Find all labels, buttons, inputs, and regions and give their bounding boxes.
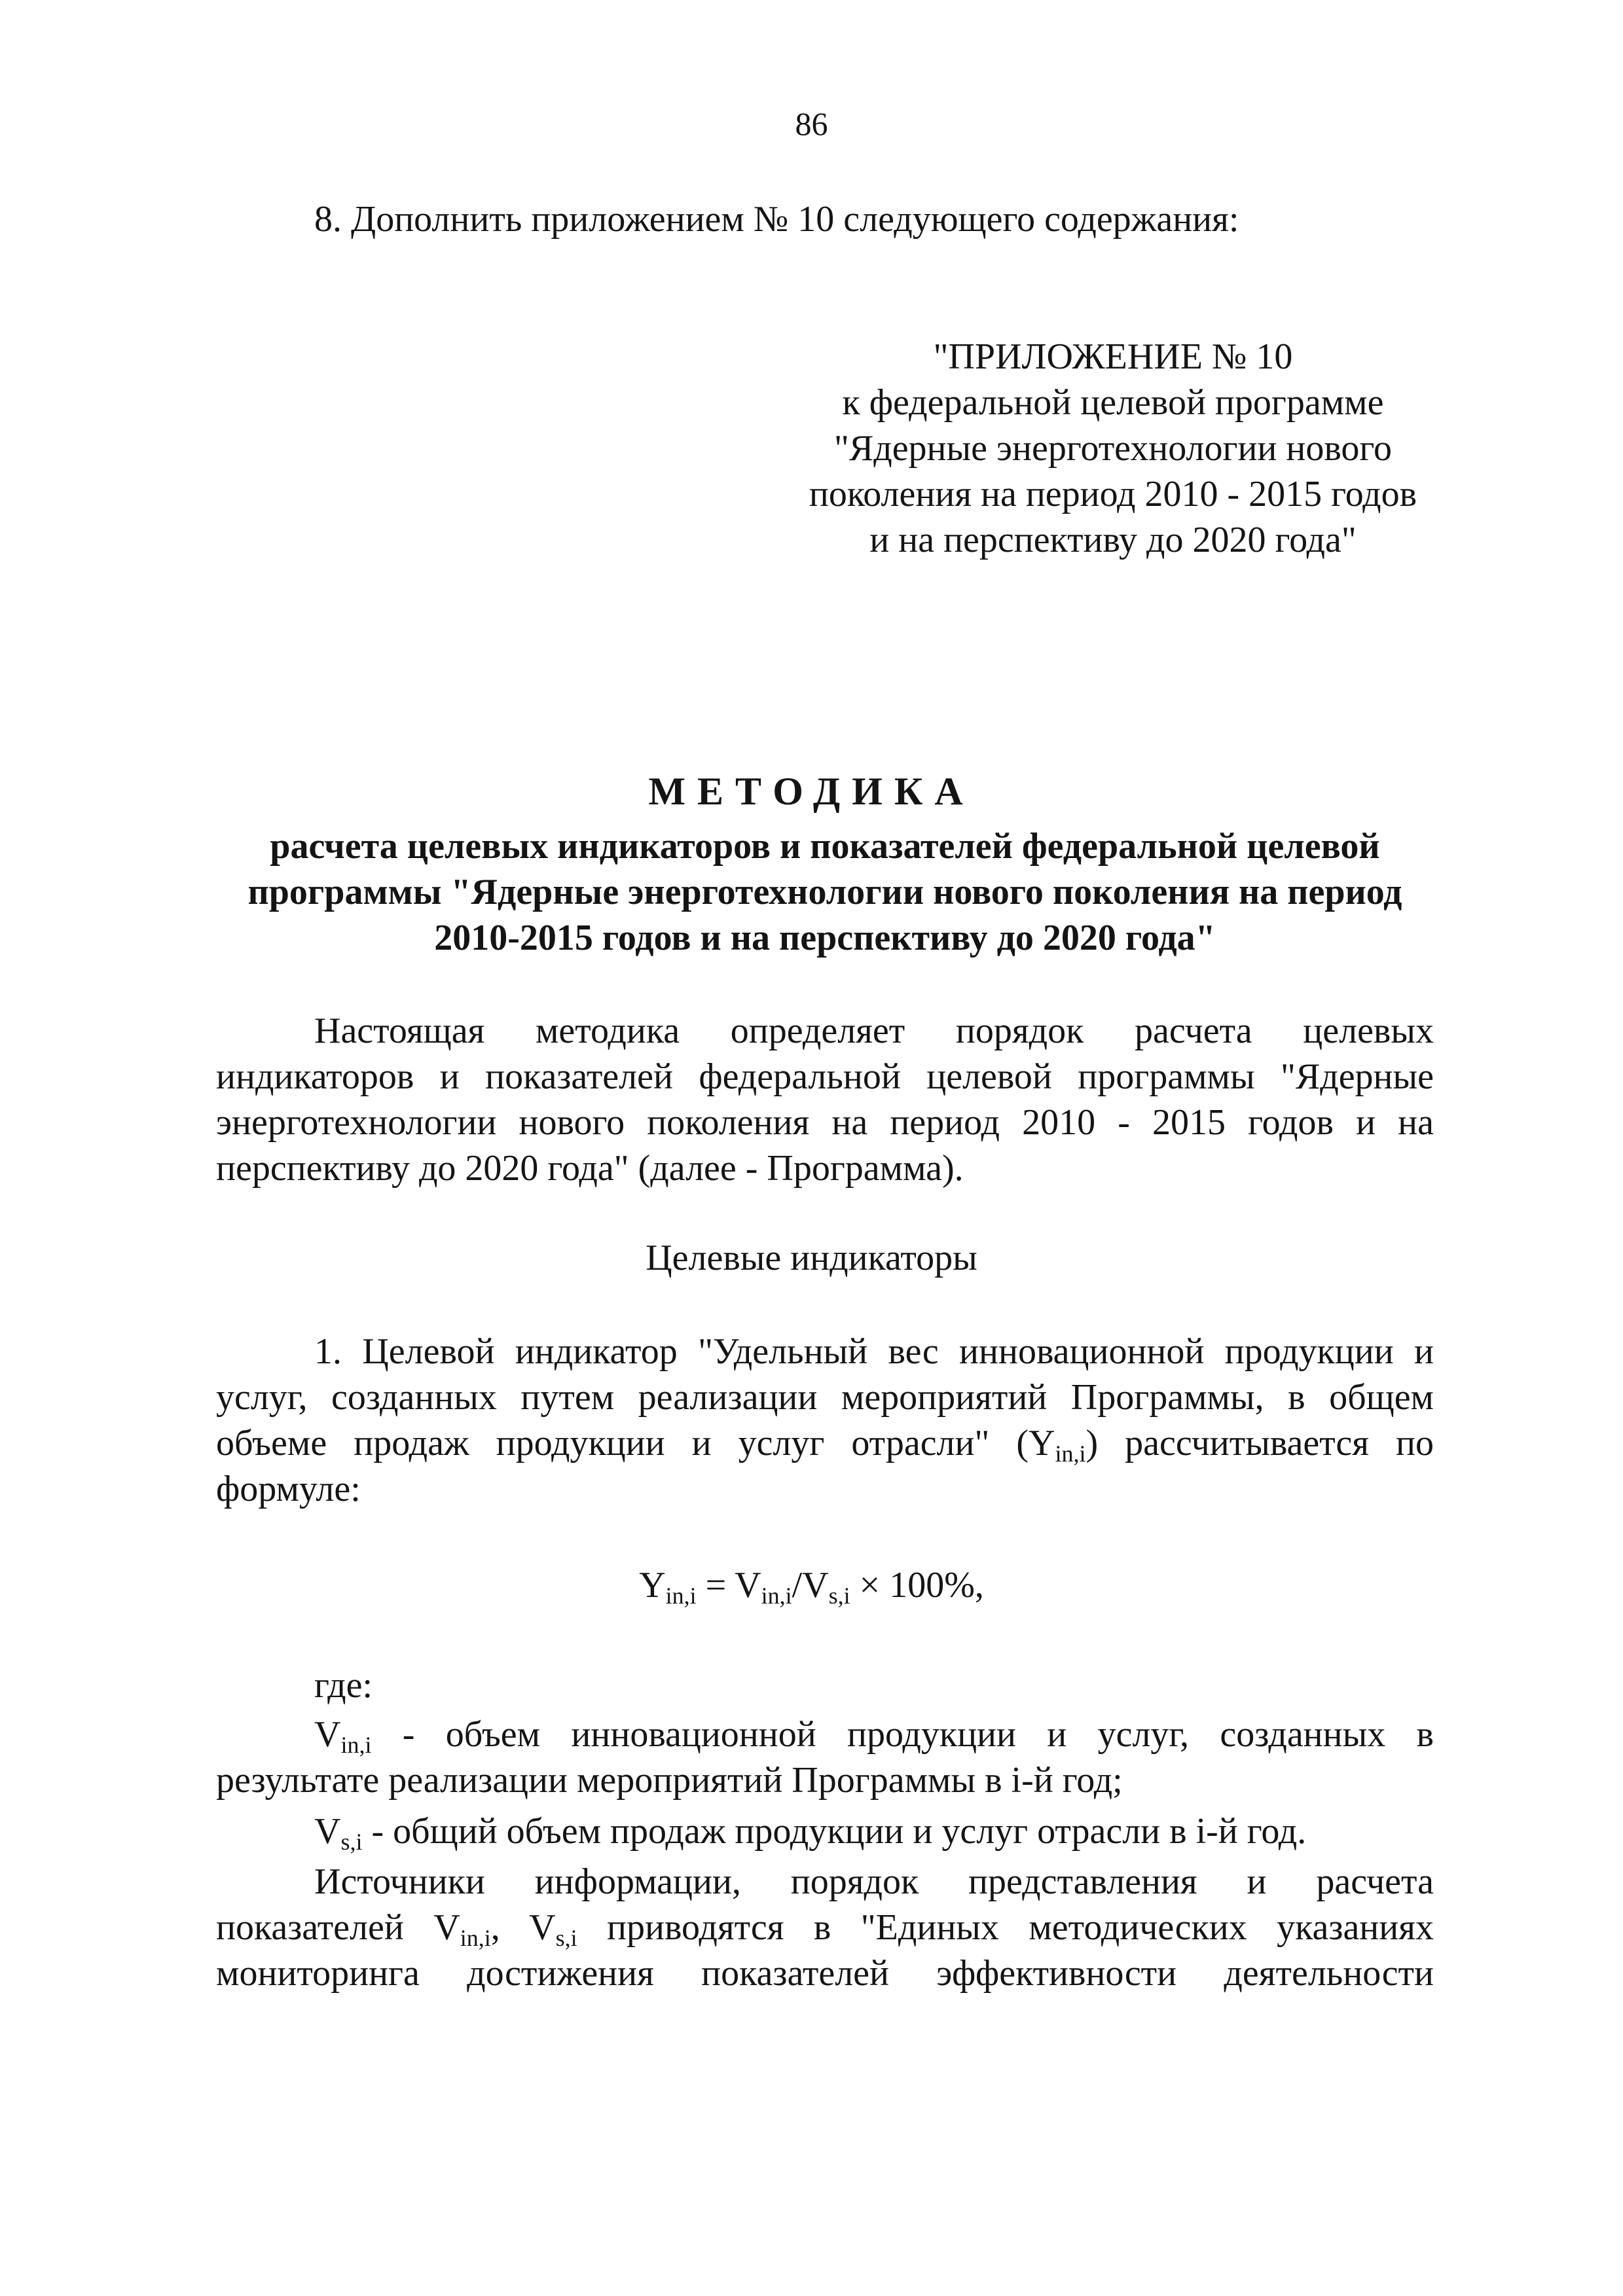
paragraph-sources-line-1: Источники информации, порядок представления и расчета xyxy=(314,1861,1434,1902)
definition-vs: $V_{s,i}$ - общий объем продаж продукции и услуг отрасли в i-й год. xyxy=(314,1811,1307,1855)
paragraph-sources-line-2: показателей $V_{in,i}$, $V_{s,i}$ приводятся в "Единых методических указаниях xyxy=(216,1907,1434,1951)
page-number: 86 xyxy=(795,105,828,142)
appendix-line-5: и на перспективу до 2020 года" xyxy=(869,520,1357,560)
paragraph-indicator-line-2: услуг, созданных путем реализации мероприятий Программы, в общем xyxy=(216,1377,1434,1418)
paragraph-intro xyxy=(216,1008,1434,1191)
appendix-line-1: "ПРИЛОЖЕНИЕ № 10 xyxy=(933,336,1293,377)
paragraph-sources xyxy=(216,1859,1434,1996)
definition-vin-line-2: результате реализации мероприятий Программы в i-й год; xyxy=(216,1760,1123,1801)
paragraph-indicator-line-4: формуле: xyxy=(216,1469,361,1509)
paragraph-intro-line-1: Настоящая методика определяет порядок расчета целевых xyxy=(314,1011,1434,1051)
definition-vin-line-1: $V_{in,i}$ - объем инновационной продукции и услуг, созданных в xyxy=(314,1714,1434,1758)
appendix-line-3: "Ядерные энерготехнологии нового xyxy=(834,428,1392,469)
appendix-line-4: поколения на период 2010 - 2015 годов xyxy=(809,474,1417,514)
section-heading: Целевые индикаторы xyxy=(646,1238,977,1278)
paragraph-sources-line-3: мониторинга достижения показателей эффективности деятельности xyxy=(216,1953,1434,1994)
appendix-header xyxy=(799,334,1427,563)
intro-line: 8. Дополнить приложением № 10 следующего содержания: xyxy=(314,199,1239,240)
subtitle-line-2: программы "Ядерные энерготехнологии нового поколения на период xyxy=(247,872,1402,912)
where-label: где: xyxy=(314,1665,373,1706)
paragraph-indicator-1 xyxy=(216,1329,1434,1512)
subtitle-line-3: 2010-2015 годов и на перспективу до 2020 года" xyxy=(434,918,1216,958)
document-subtitle xyxy=(216,823,1434,961)
definition-vin xyxy=(216,1712,1434,1803)
paragraph-intro-line-4: перспективу до 2020 года" (далее - Программа). xyxy=(216,1148,964,1189)
formula: $Y_{in,i} = V_{in,i}/V_{s,i} \times 100\%$, xyxy=(639,1565,984,1609)
subtitle-line-1: расчета целевых индикаторов и показателей федеральной целевой xyxy=(270,826,1380,867)
paragraph-intro-line-2: индикаторов и показателей федеральной целевой программы "Ядерные xyxy=(216,1056,1434,1097)
appendix-line-2: к федеральной целевой программе xyxy=(842,382,1384,423)
paragraph-intro-line-3: энерготехнологии нового поколения на период 2010 - 2015 годов и на xyxy=(216,1102,1434,1143)
paragraph-indicator-line-3: объеме продаж продукции и услуг отрасли" $(Y_{in,i})$ рассчитывается по xyxy=(216,1423,1434,1467)
paragraph-indicator-line-1: 1. Целевой индикатор "Удельный вес инновационной продукции и xyxy=(314,1331,1434,1372)
document-title: МЕТОДИКА xyxy=(648,770,975,813)
